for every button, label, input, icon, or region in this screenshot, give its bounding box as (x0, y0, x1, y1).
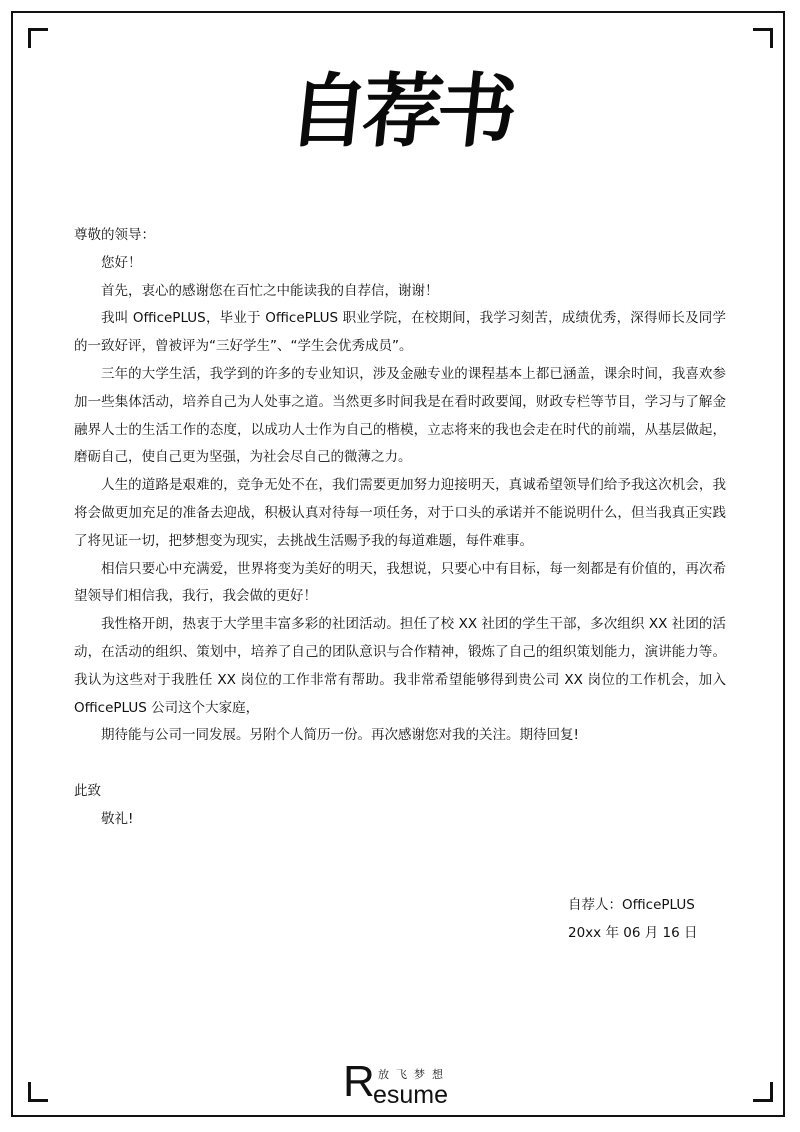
closing: 此致 (74, 782, 101, 799)
greeting: 您好！ (101, 254, 142, 271)
corner-mark-top-left (28, 28, 48, 48)
paragraph: 人生的道路是艰难的，竞争无处不在，我们需要更加努力迎接明天，真诚希望领导们给予我这次机会，我将会做更加充足的准备去迎战，积极认真对待每一项任务，对于口头的承诺并不能说明什么，但当我真正实践了将见证一切，把梦想变为现实，去挑战生活赐予我的每道难题，每件难事。 (74, 477, 726, 549)
paragraph: 期待能与公司一同发展。另附个人简历一份。再次感谢您对我的关注。期待回复! (101, 727, 579, 744)
paragraph: 首先，衷心的感谢您在百忙之中能读我的自荐信，谢谢！ (101, 282, 439, 299)
page-title: 自荐书 (284, 64, 516, 158)
paragraph: 我叫 OfficePLUS，毕业于 OfficePLUS 职业学院，在校期间，我学习刻苦，成绩优秀，深得师长及同学的一致好评，曾被评为“三好学生”、“学生会优秀成员”。 (74, 310, 726, 355)
salutation: 尊敬的领导： (74, 227, 155, 243)
logo-letter: R (343, 1057, 375, 1106)
paragraph: 相信只要心中充满爱，世界将变为美好的明天，我想说，只要心中有目标，每一刻都是有价值的，再次希望领导们相信我，我行，我会做的更好！ (74, 560, 726, 605)
corner-mark-top-right (753, 28, 773, 48)
paragraph: 我性格开朗，热衷于大学里丰富多彩的社团活动。担任了校 XX 社团的学生干部，多次组织 XX 社团的活动，在活动的组织、策划中，培养了自己的团队意识与合作精神，锻炼了自己的组织策划能力，演讲能力等。我认为这些对于我胜任 XX 岗位的工作非常有帮助。我非常希望能够得到贵公司 XX 岗位的工作机会，加入 OfficePLUS 公司这个大家庭， (74, 616, 726, 716)
signature-date: 20xx 年 06 月 16 日 (568, 925, 698, 941)
signature-block (568, 891, 697, 947)
letter-body (74, 222, 726, 834)
logo-word: esume (373, 1081, 449, 1109)
corner-mark-bottom-left (28, 1082, 48, 1102)
corner-mark-bottom-right (753, 1082, 773, 1102)
spacer (74, 750, 726, 778)
signature-name: 自荐人：OfficePLUS (568, 897, 695, 913)
resume-logo (343, 1057, 463, 1112)
logo-tagline: 放飞梦想 (378, 1068, 450, 1081)
regards: 敬礼! (101, 810, 134, 827)
paragraph: 三年的大学生活，我学到的许多的专业知识，涉及金融专业的课程基本上都已涵盖，课余时间，我喜欢参加一些集体活动，培养自己为人处事之道。当然更多时间我是在看时政要闻，财政专栏等节目，学习与了解金融界人士的生活工作的态度，以成功人士作为自己的楷模，立志将来的我也会走在时代的前端，从基层做起，磨砺自己，使自己更为坚强，为社会尽自己的微薄之力。 (74, 365, 726, 466)
